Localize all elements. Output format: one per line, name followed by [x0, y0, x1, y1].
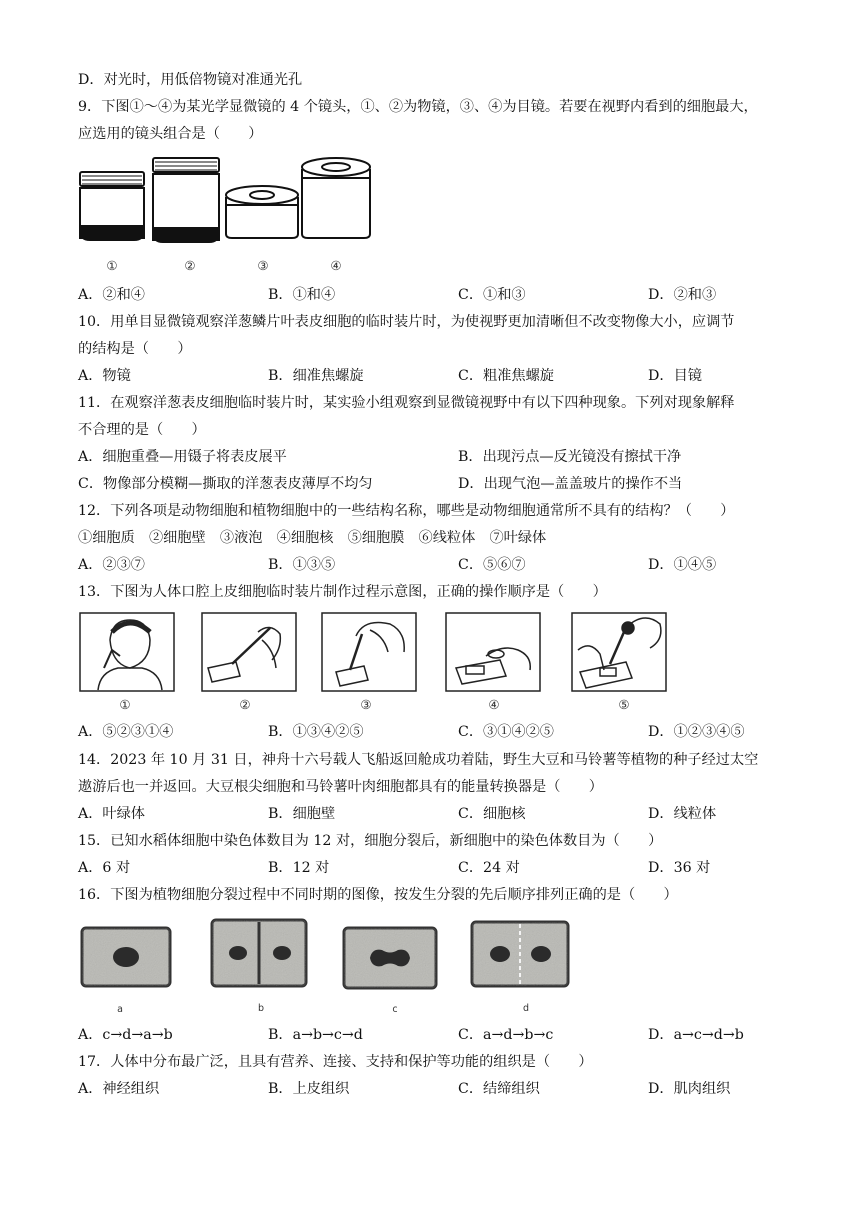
- q11-option-b[interactable]: B．出现污点—反光镜没有擦拭干净: [458, 449, 682, 465]
- q13-figure-label-2: ②: [239, 697, 251, 712]
- q14-option-d[interactable]: D．线粒体: [648, 806, 717, 822]
- q13-option-c[interactable]: C．③①④②⑤: [458, 724, 554, 740]
- q15-option-a[interactable]: A．6 对: [78, 860, 131, 876]
- q10-option-a[interactable]: A．物镜: [78, 368, 131, 384]
- q16-figure-label-b: b: [257, 1003, 265, 1014]
- q9-figure-label-3: ③: [257, 258, 269, 273]
- q12-option-c[interactable]: C．⑤⑥⑦: [458, 557, 526, 573]
- q11-stem-line2: 不合理的是（ ）: [78, 422, 206, 438]
- q9-stem-line2: 应选用的镜头组合是（ ）: [78, 126, 263, 142]
- q14-stem-line2: 遨游后也一并返回。大豆根尖细胞和马铃薯叶肉细胞都具有的能量转换器是（ ）: [78, 779, 603, 795]
- eyepiece-lens-3-icon: [226, 186, 298, 238]
- eyepiece-lens-4-icon: [302, 158, 370, 238]
- q9-figure-label-4: ④: [330, 258, 342, 273]
- q11-option-d[interactable]: D．出现气泡—盖盖玻片的操作不当: [458, 476, 683, 492]
- q13-option-d[interactable]: D．①②③④⑤: [648, 724, 745, 740]
- q12-stem-line1: 12．下列各项是动物细胞和植物细胞中的一些结构名称，哪些是动物细胞通常所不具有的结构？（ ）: [78, 503, 735, 519]
- q9-figure-label-1: ①: [106, 258, 118, 273]
- q16-option-b[interactable]: B．a→b→c→d: [268, 1027, 363, 1043]
- q15-option-d[interactable]: D．36 对: [648, 860, 711, 876]
- q14-option-c[interactable]: C．细胞核: [458, 806, 526, 822]
- q13-option-b[interactable]: B．①③④②⑤: [268, 724, 364, 740]
- q16-option-d[interactable]: D．a→c→d→b: [648, 1027, 744, 1043]
- q13-option-a[interactable]: A．⑤②③①④: [78, 724, 174, 740]
- q11-stem-line1: 11．在观察洋葱表皮细胞临时装片时，某实验小组观察到显微镜视野中有以下四种现象。下列对现象解释: [78, 395, 735, 411]
- q13-figure-label-4: ④: [488, 697, 500, 712]
- q9-option-d[interactable]: D．②和③: [648, 287, 717, 303]
- toothpick-smear-icon: [322, 613, 416, 691]
- q10-option-c[interactable]: C．粗准焦螺旋: [458, 368, 554, 384]
- q17-option-d[interactable]: D．肌肉组织: [648, 1081, 731, 1097]
- q17-option-b[interactable]: B．上皮组织: [268, 1081, 350, 1097]
- q16-figure-label-c: c: [392, 1004, 398, 1015]
- q9-stem-line1: 9．下图①～④为某光学显微镜的 4 个镜头，①、②为物镜，③、④为目镜。若要在视野内看到的细胞最大，: [78, 99, 758, 115]
- q16-figure-label-a: a: [117, 1004, 123, 1015]
- objective-lens-2-icon: [153, 158, 219, 242]
- cell-stage-c-icon: [344, 928, 436, 988]
- q10-stem-line1: 10．用单目显微镜观察洋葱鳞片叶表皮细胞的临时装片时，为使视野更加清晰但不改变物像大小，应调节: [78, 314, 735, 330]
- q15-option-c[interactable]: C．24 对: [458, 860, 520, 876]
- q8-option-d: D．对光时，用低倍物镜对准通光孔: [78, 72, 303, 88]
- q16-figure-label-d: d: [522, 1003, 530, 1014]
- q13-figure-label-1: ①: [119, 697, 131, 712]
- q15-stem-line1: 15．已知水稻体细胞中染色体数目为 12 对，细胞分裂后，新细胞中的染色体数目为（ ）: [78, 833, 663, 849]
- q12-option-b[interactable]: B．①③⑤: [268, 557, 336, 573]
- staining-dropper-icon: [572, 613, 666, 691]
- q9-option-c[interactable]: C．①和③: [458, 287, 526, 303]
- q11-option-a[interactable]: A．细胞重叠—用镊子将表皮展平: [78, 449, 287, 465]
- q17-option-a[interactable]: A．神经组织: [78, 1081, 160, 1097]
- objective-lens-1-icon: [80, 172, 144, 240]
- q13-figure-label-3: ③: [360, 697, 372, 712]
- q9-option-b[interactable]: B．①和④: [268, 287, 336, 303]
- cell-stage-b-icon: [212, 920, 306, 986]
- dropper-on-slide-icon: [202, 613, 296, 691]
- q12-option-a[interactable]: A．②③⑦: [78, 557, 145, 573]
- q14-option-a[interactable]: A．叶绿体: [78, 806, 145, 822]
- q9-option-a[interactable]: A．②和④: [78, 287, 145, 303]
- q15-option-b[interactable]: B．12 对: [268, 860, 330, 876]
- q10-stem-line2: 的结构是（ ）: [78, 341, 192, 357]
- cell-stage-d-icon: [472, 922, 568, 986]
- q17-stem-line1: 17．人体中分布最广泛，且具有营养、连接、支持和保护等功能的组织是（ ）: [78, 1054, 593, 1070]
- q11-option-c[interactable]: C．物像部分模糊—撕取的洋葱表皮薄厚不均匀: [78, 476, 373, 492]
- q12-option-d[interactable]: D．①④⑤: [648, 557, 717, 573]
- q9-figure-label-2: ②: [184, 258, 196, 273]
- q16-stem-line1: 16．下图为植物细胞分裂过程中不同时期的图像，按发生分裂的先后顺序排列正确的是（ ）: [78, 887, 678, 903]
- q17-option-c[interactable]: C．结缔组织: [458, 1081, 540, 1097]
- q13-figure-label-5: ⑤: [618, 697, 630, 712]
- q14-option-b[interactable]: B．细胞壁: [268, 806, 336, 822]
- q10-option-d[interactable]: D．目镜: [648, 368, 702, 384]
- q10-option-b[interactable]: B．细准焦螺旋: [268, 368, 364, 384]
- q14-stem-line1: 14．2023 年 10 月 31 日，神舟十六号载人飞船返回舱成功着陆，野生大豆和马铃薯等植物的种子经过太空: [78, 752, 759, 768]
- q16-option-c[interactable]: C．a→d→b→c: [458, 1027, 554, 1043]
- person-scraping-cheek-icon: [80, 613, 174, 691]
- q13-stem-line1: 13．下图为人体口腔上皮细胞临时装片制作过程示意图，正确的操作顺序是（ ）: [78, 584, 607, 600]
- cell-stage-a-icon: [82, 928, 170, 986]
- cover-slip-icon: [446, 613, 540, 691]
- q16-option-a[interactable]: A．c→d→a→b: [78, 1027, 173, 1043]
- q12-stem-line2: ①细胞质 ②细胞壁 ③液泡 ④细胞核 ⑤细胞膜 ⑥线粒体 ⑦叶绿体: [78, 530, 547, 546]
